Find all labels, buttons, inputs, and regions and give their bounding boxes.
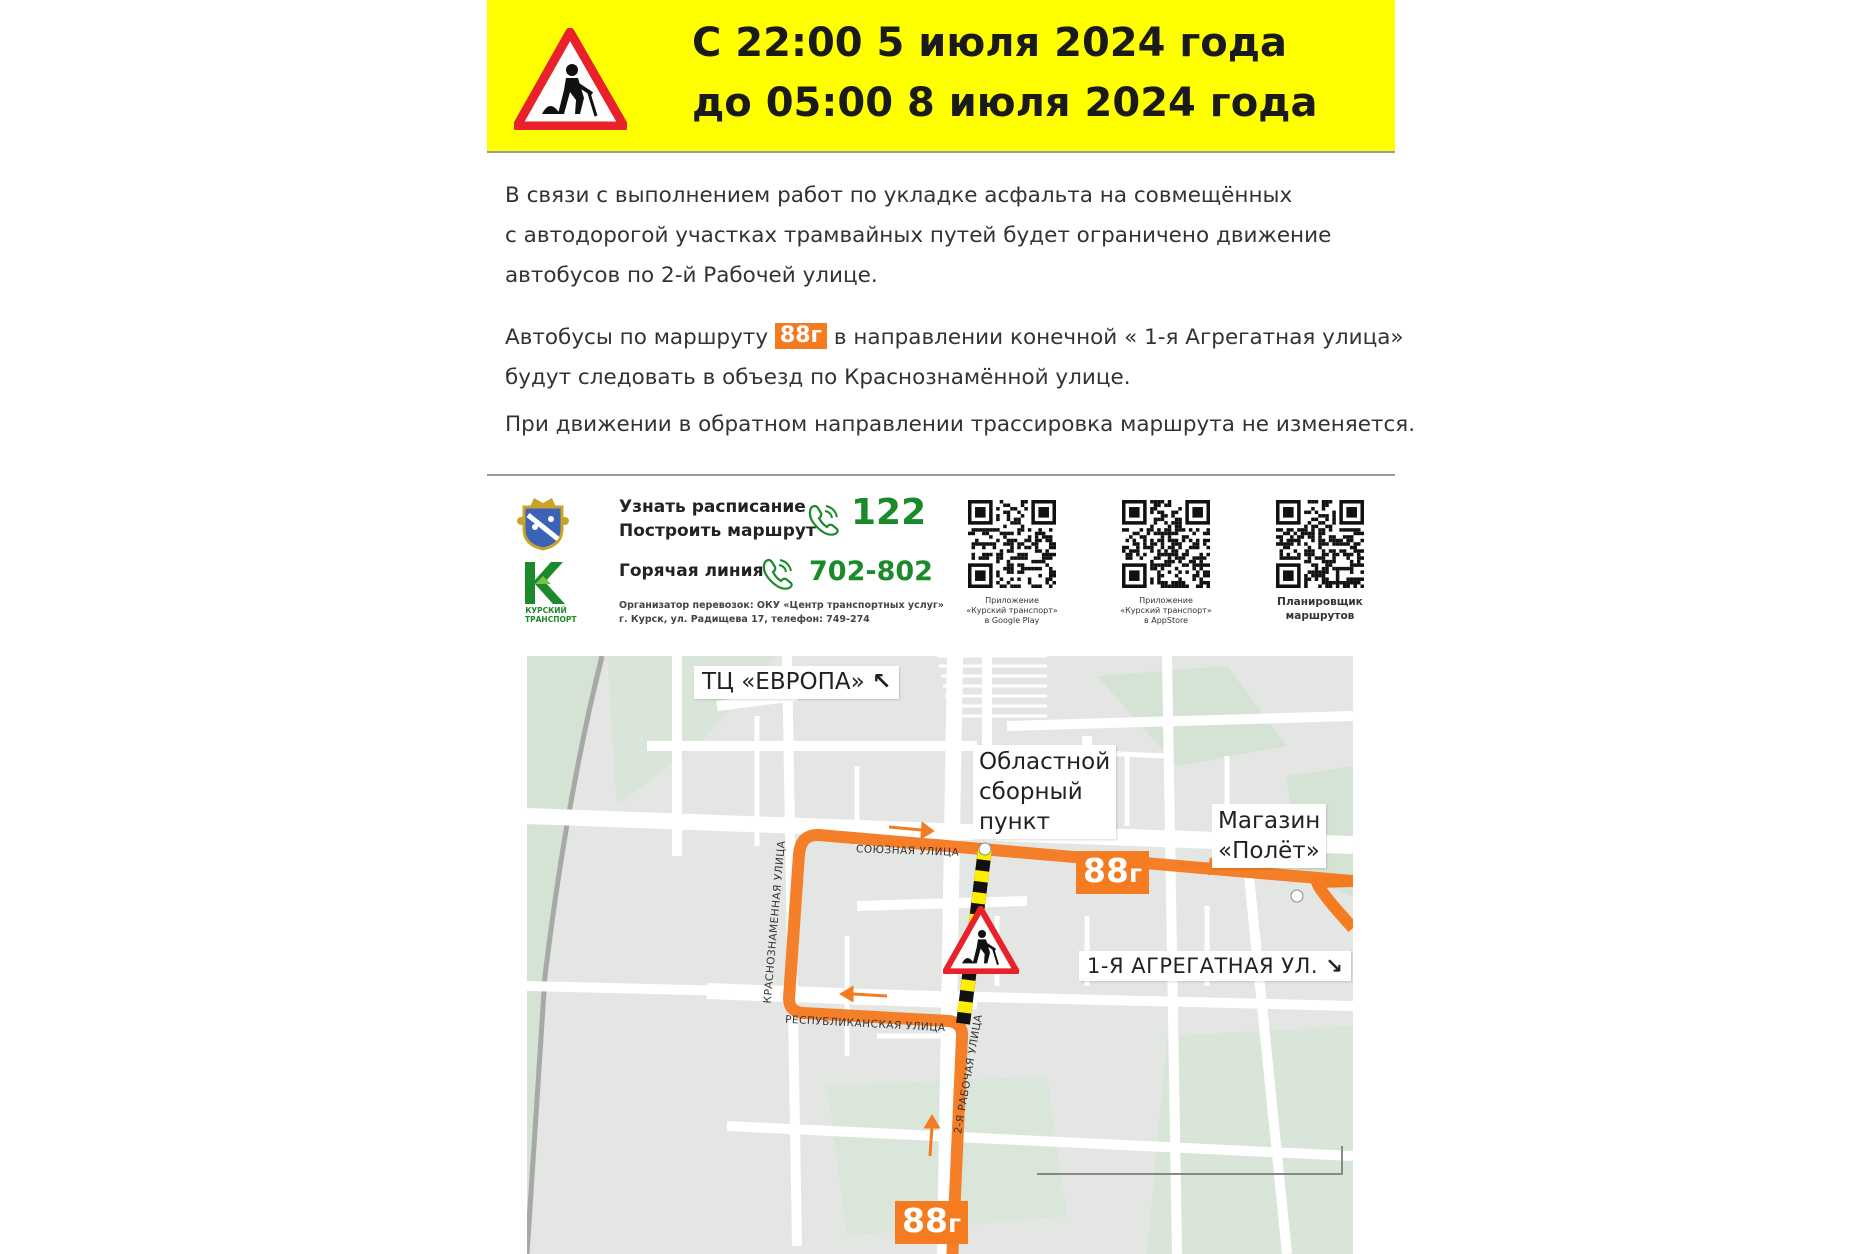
map-label-line: Магазин bbox=[1218, 808, 1321, 834]
road-works-warning-icon bbox=[943, 906, 1019, 974]
hotline-label: Горячая линия bbox=[619, 561, 764, 581]
qr-code-route-planner[interactable] bbox=[1276, 500, 1364, 588]
qr-caption-route-planner bbox=[1250, 595, 1390, 623]
detour-map bbox=[527, 656, 1353, 1254]
qr-caption-line: «Курский транспорт» bbox=[966, 606, 1058, 615]
notice-line: с автодорогой участках трамвайных путей будет ограничено движение bbox=[505, 223, 1332, 248]
hotline-number: 702-802 bbox=[809, 556, 933, 587]
contact-footer bbox=[487, 480, 1395, 640]
notice-line: будут следовать в объезд по Краснознамённой улице. bbox=[505, 365, 1131, 390]
logo-caption-line: КУРСКИЙ bbox=[525, 606, 567, 615]
header-banner bbox=[487, 0, 1395, 153]
street-name-respublikanskaya: РЕСПУБЛИКАНСКАЯ УЛИЦА bbox=[784, 1013, 946, 1035]
notice-paragraph-2 bbox=[505, 318, 1404, 398]
period-end: до 05:00 8 июля 2024 года bbox=[692, 80, 1318, 126]
qr-caption-line: Приложение bbox=[985, 596, 1039, 605]
map-label-line: сборный bbox=[979, 779, 1083, 805]
short-phone-number: 122 bbox=[851, 492, 927, 533]
route-badge-number: 88 bbox=[902, 1201, 948, 1240]
qr-caption-app-store bbox=[1106, 596, 1226, 626]
notice-line: автобусов по 2-й Рабочей улице. bbox=[505, 263, 878, 288]
map-label-line: Областной bbox=[979, 749, 1111, 775]
arrow-up-left-icon: ↖ bbox=[872, 669, 892, 695]
route-badge: 88г bbox=[775, 323, 827, 349]
schedule-label: Узнать расписание bbox=[619, 497, 806, 517]
coat-of-arms-icon bbox=[516, 495, 570, 551]
notice-line: В связи с выполнением работ по укладке асфальта на совмещённых bbox=[505, 183, 1293, 208]
route-badge bbox=[895, 1201, 968, 1244]
map-label-line: пункт bbox=[979, 809, 1050, 835]
street-name-rabochaya: 2-Я РАБОЧАЯ УЛИЦА bbox=[952, 1013, 985, 1135]
street-name-soyuznaya: СОЮЗНАЯ УЛИЦА bbox=[855, 843, 960, 859]
map-label-line: «Полёт» bbox=[1218, 838, 1320, 864]
qr-caption-line: «Курский транспорт» bbox=[1120, 606, 1212, 615]
organizer-line: г. Курск, ул. Радищева 17, телефон: 749-274 bbox=[619, 614, 870, 625]
logo-caption bbox=[525, 606, 577, 624]
notice-text: Автобусы по маршруту bbox=[505, 325, 769, 350]
qr-code-app-store[interactable] bbox=[1122, 500, 1210, 588]
kursk-transport-logo-icon bbox=[521, 560, 569, 606]
road-works-warning-icon bbox=[514, 28, 627, 130]
map-label-text: 1-Я АГРЕГАТНАЯ УЛ. bbox=[1087, 954, 1318, 978]
notice-text: в направлении конечной « 1-я Агрегатная улица» bbox=[833, 325, 1404, 350]
logo-caption-line: ТРАНСПОРТ bbox=[525, 615, 577, 624]
qr-caption-line: Приложение bbox=[1139, 596, 1193, 605]
street-name-krasnoznamennaya: КРАСНОЗНАМЕННАЯ УЛИЦА bbox=[761, 840, 788, 1004]
phone-icon bbox=[805, 502, 841, 536]
qr-code-google-play[interactable] bbox=[968, 500, 1056, 588]
map-label-stop bbox=[973, 745, 1116, 839]
period-start: С 22:00 5 июля 2024 года bbox=[692, 20, 1288, 66]
arrow-down-right-icon: ↘ bbox=[1325, 954, 1344, 978]
route-badge bbox=[1076, 851, 1149, 894]
qr-caption-line: Планировщик bbox=[1277, 596, 1363, 608]
route-badge-number: 88 bbox=[1083, 851, 1129, 890]
qr-caption-line: в Google Play bbox=[984, 616, 1040, 625]
route-planner-label: Построить маршрут bbox=[619, 521, 816, 541]
organizer-info bbox=[619, 599, 944, 627]
route-badge-suffix: г bbox=[947, 1209, 961, 1238]
divider bbox=[487, 474, 1395, 476]
qr-caption-google-play bbox=[952, 596, 1072, 626]
notice-paragraph-3: При движении в обратном направлении трассировка маршрута не изменяется. bbox=[505, 412, 1416, 437]
map-label-europa bbox=[694, 666, 899, 699]
map-label-shop bbox=[1212, 804, 1326, 868]
qr-caption-line: маршрутов bbox=[1285, 610, 1355, 622]
phone-icon bbox=[759, 556, 795, 590]
qr-caption-line: в AppStore bbox=[1143, 616, 1189, 625]
organizer-line: Организатор перевозок: ОКУ «Центр транспортных услуг» bbox=[619, 600, 944, 611]
route-badge-suffix: г bbox=[1128, 859, 1142, 888]
map-label-aggregatnaya bbox=[1079, 951, 1351, 981]
notice-paragraph-1 bbox=[505, 176, 1385, 296]
map-label-text: ТЦ «ЕВРОПА» bbox=[702, 669, 865, 695]
